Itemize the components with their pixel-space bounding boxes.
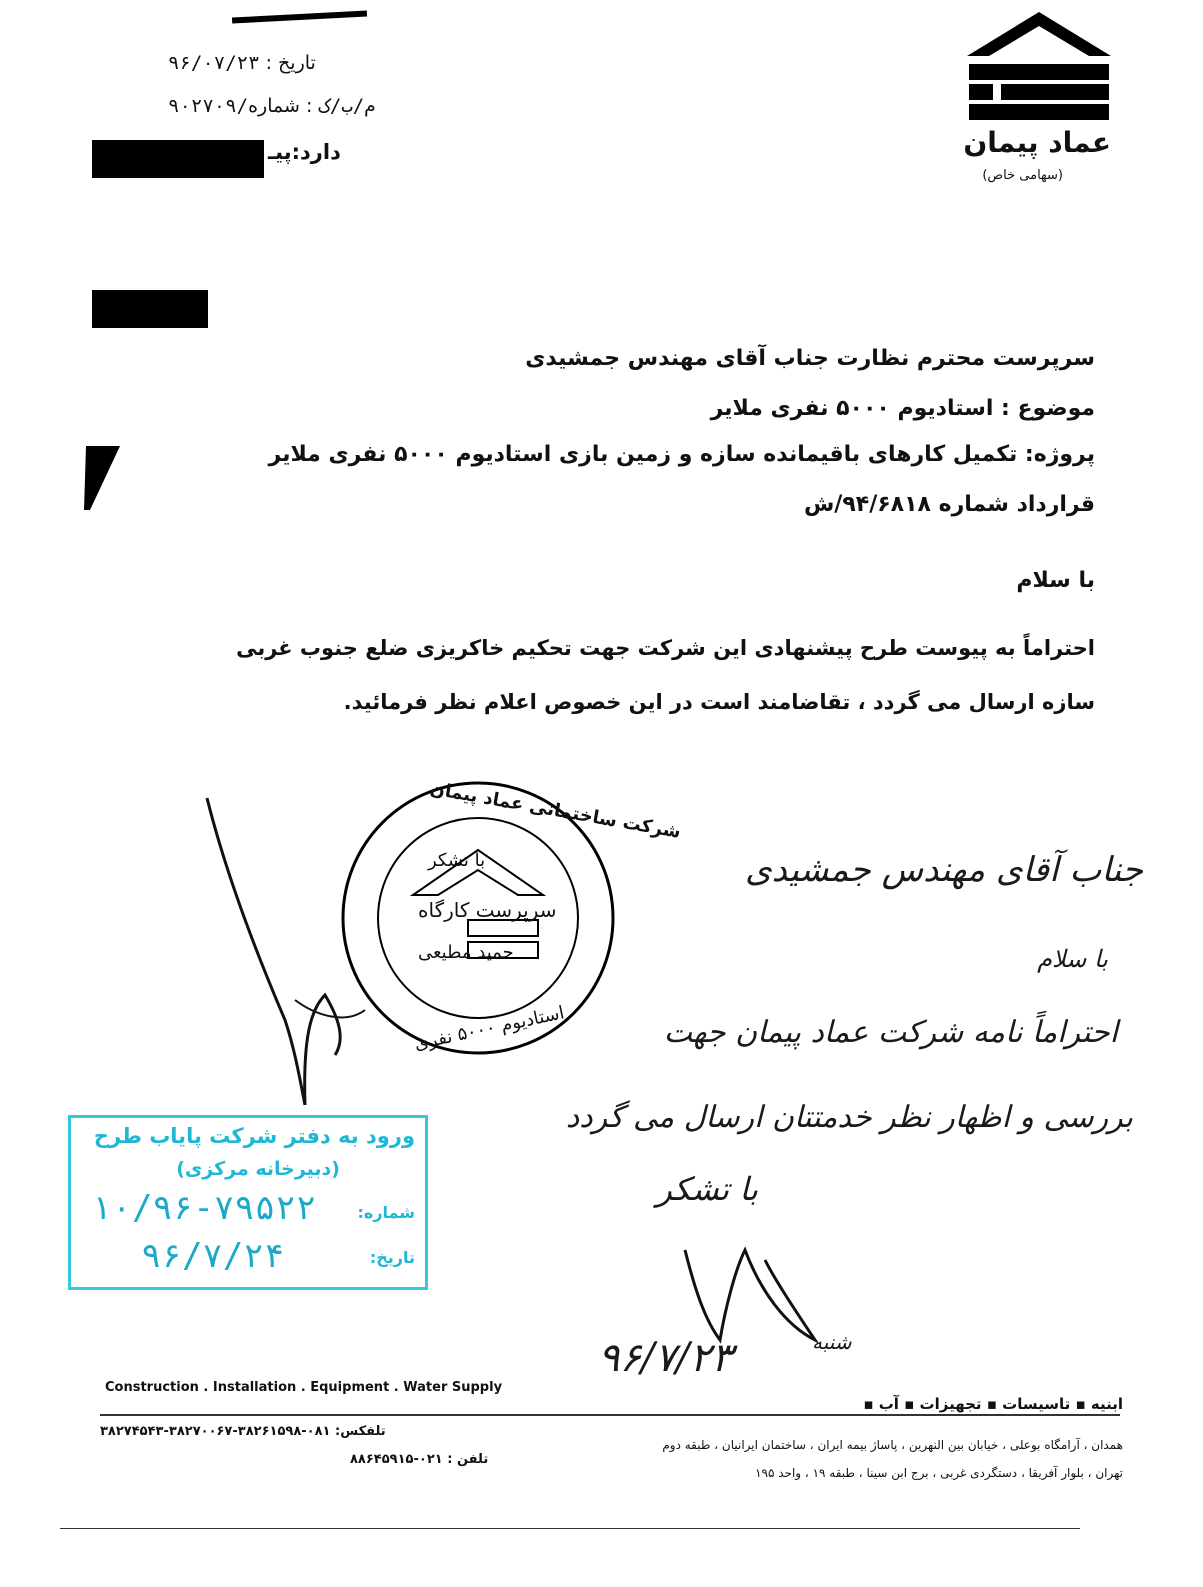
body-line-1: احتراماً به پیوست طرح پیشنهادی این شرکت جهت تحکیم خاکریزی ضلع جنوب غربی xyxy=(236,636,1095,660)
entry-number-label: شماره: xyxy=(357,1203,415,1222)
recipient-line: سرپرست محترم نظارت جناب آقای مهندس جمشیدی xyxy=(525,346,1095,371)
handwritten-thanks: با تشکر xyxy=(656,1170,758,1208)
entry-number-value: ۱۰/۹۶-۷۹۵۲۲ xyxy=(91,1188,317,1228)
entry-date-value: ۹۶/۷/۲۴ xyxy=(141,1236,285,1276)
date-value: ۹۶/۰۷/۲۳ xyxy=(168,52,260,74)
signature-mark-icon xyxy=(195,780,495,1110)
entry-stamp-subtitle: (دبیرخانه مرکزی) xyxy=(176,1158,340,1180)
handwritten-line-1: احتراماً نامه شرکت عماد پیمان جهت xyxy=(663,1015,1118,1050)
subject-line: موضوع : استادیوم ۵۰۰۰ نفری ملایر xyxy=(710,396,1095,421)
number-value: ۹۰۲۷۰۹/م/ب/ک xyxy=(168,95,376,117)
bottom-line xyxy=(60,1528,1080,1529)
footer-divider xyxy=(100,1414,1120,1416)
attachment-label: دارد:پیـ xyxy=(268,140,341,164)
redaction-bar-2 xyxy=(92,290,208,328)
footer-address-1: همدان ، آرامگاه بوعلی ، خیابان بین النهرین ، پاساژ بیمه ایران ، ساختمان ایرانیان ، طبقه دوم xyxy=(662,1438,1123,1452)
company-type: (سهامی خاص) xyxy=(982,168,1063,183)
footer-fax: تلفکس: ۰۸۱-۳۸۲۶۱۵۹۸-۳۸۲۷۰۰۶۷-۳۸۲۷۴۵۴۳ xyxy=(100,1424,386,1439)
seal-ring-text: شرکت ساختمانی عماد پیمان xyxy=(428,778,683,843)
footer-address-2: تهران ، بلوار آفریقا ، دستگردی غربی ، برج ابن سینا ، طبقه ۱۹ ، واحد ۱۹۵ xyxy=(755,1466,1123,1480)
seal-line-3: حمید مطیعی xyxy=(418,942,514,963)
handwritten-signature-icon xyxy=(665,1230,825,1350)
entry-stamp xyxy=(68,1115,428,1290)
handwritten-line-2: بررسی و اظهار نظر خدمتتان ارسال می گردد xyxy=(565,1100,1133,1135)
company-logo-icon xyxy=(965,10,1113,130)
contract-line: قرارداد شماره ۹۴/۶۸۱۸/ش xyxy=(803,492,1095,517)
handwritten-greeting: با سلام xyxy=(1037,945,1108,973)
entry-date-label: تاریخ: xyxy=(369,1248,415,1267)
seal-line-1: با تشکر xyxy=(428,850,486,871)
number-label: : شماره xyxy=(248,95,313,117)
greeting-line: با سلام xyxy=(1016,568,1095,593)
handwritten-weekday: شنبه xyxy=(812,1330,852,1354)
redaction-bar xyxy=(92,140,264,178)
project-line: پروژه: تکمیل کارهای باقیمانده سازه و زمین بازی استادیوم ۵۰۰۰ نفری ملایر xyxy=(268,442,1095,467)
punch-mark-icon xyxy=(80,440,124,512)
footer-tel: تلفن : ۰۲۱-۸۸۶۴۵۹۱۵ xyxy=(350,1452,489,1467)
number-field xyxy=(168,95,376,117)
company-name: عماد پیمان xyxy=(963,126,1111,159)
seal-line-2: سرپرست کارگاه xyxy=(418,898,557,922)
date-field xyxy=(168,52,316,74)
body-line-2: سازه ارسال می گردد ، تقاضامند است در این خصوص اعلام نظر فرمائید. xyxy=(343,690,1095,714)
handwritten-salutation: جناب آقای مهندس جمشیدی xyxy=(745,850,1143,890)
top-pen-mark xyxy=(232,10,367,23)
footer-services-fa: ابنیه ▪ تاسیسات ▪ تجهیزات ▪ آب ▪ xyxy=(863,1395,1123,1413)
entry-stamp-title: ورود به دفتر شرکت پایاب طرح xyxy=(93,1124,415,1148)
date-label: : تاریخ xyxy=(265,52,316,74)
seal-bottom-text: استادیوم ۵۰۰۰ نفری xyxy=(412,1002,567,1055)
handwritten-date: ۹۶/۷/۲۳ xyxy=(598,1335,733,1381)
footer-services-en: Construction . Installation . Equipment . Water Supply xyxy=(105,1380,503,1395)
